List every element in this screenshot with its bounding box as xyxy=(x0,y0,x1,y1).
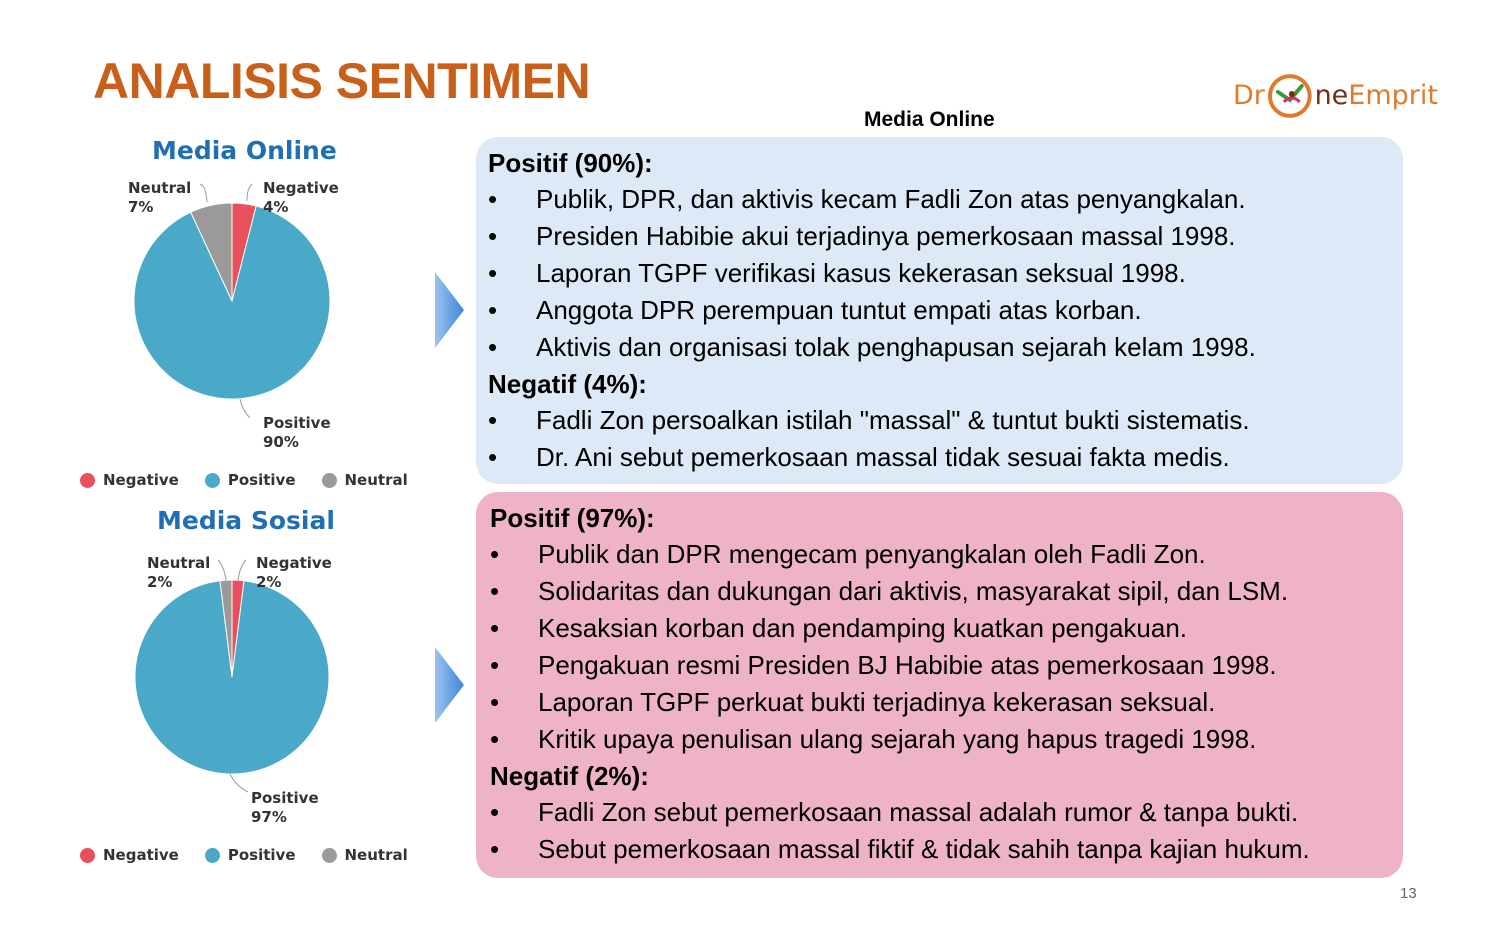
slice-label-neutral: Neutral 2% xyxy=(147,554,211,591)
pie-svg-sosial xyxy=(0,0,460,880)
panel-heading: Media Online xyxy=(864,108,995,131)
positive-list xyxy=(490,536,1391,758)
sentiment-box-media-sosial xyxy=(476,492,1403,878)
leader-line-negative xyxy=(238,560,246,580)
positive-list xyxy=(488,181,1391,366)
legend-item-negative: Negative xyxy=(80,471,179,489)
list-item: • Fadli Zon persoalkan istilah "massal" & tuntut bukti sistematis. xyxy=(488,402,1391,439)
negative-list xyxy=(490,794,1391,868)
logo-text-ne: ne xyxy=(1314,80,1349,111)
chart-legend xyxy=(80,846,408,864)
chart-title: Media Online xyxy=(152,136,337,165)
list-item: • Solidaritas dan dukungan dari aktivis, masyarakat sipil, dan LSM. xyxy=(490,573,1391,610)
slice-label-positive: Positive 90% xyxy=(263,414,331,451)
leader-line-positive xyxy=(230,774,248,792)
list-item: • Presiden Habibie akui terjadinya pemerkosaan massal 1998. xyxy=(488,218,1391,255)
page-title: ANALISIS SENTIMEN xyxy=(93,53,591,109)
negative-heading: Negatif (2%): xyxy=(490,761,649,791)
slice-label-neutral: Neutral 7% xyxy=(128,179,192,216)
positive-heading: Positif (90%): xyxy=(488,148,653,178)
page-number: 13 xyxy=(1400,885,1417,902)
list-item: • Laporan TGPF verifikasi kasus kekerasan seksual 1998. xyxy=(488,255,1391,292)
list-item: • Kritik upaya penulisan ulang sejarah yang hapus tragedi 1998. xyxy=(490,721,1391,758)
legend-item-negative: Negative xyxy=(80,846,179,864)
list-item: • Anggota DPR perempuan tuntut empati atas korban. xyxy=(488,292,1391,329)
slice-label-negative: Negative 4% xyxy=(263,179,339,216)
logo-text-dr: Dr xyxy=(1233,80,1265,111)
list-item: • Sebut pemerkosaan massal fiktif & tidak sahih tanpa kajian hukum. xyxy=(490,831,1391,868)
leader-line-neutral xyxy=(218,560,226,580)
list-item: • Publik, DPR, dan aktivis kecam Fadli Zon atas penyangkalan. xyxy=(488,181,1391,218)
negative-heading: Negatif (4%): xyxy=(488,369,647,399)
positive-heading: Positif (97%): xyxy=(490,503,655,533)
slice-label-negative: Negative 2% xyxy=(256,554,332,591)
slice-label-positive: Positive 97% xyxy=(251,789,319,826)
list-item: • Dr. Ani sebut pemerkosaan massal tidak sesuai fakta medis. xyxy=(488,439,1391,476)
legend-swatch-neutral xyxy=(322,848,337,863)
legend-item-positive: Positive xyxy=(205,846,296,864)
drone-bird-logo-icon xyxy=(1266,72,1314,120)
legend-item-positive: Positive xyxy=(205,471,296,489)
chevron-right-arrow-icon xyxy=(432,645,466,725)
legend-item-neutral: Neutral xyxy=(322,471,408,489)
list-item: • Fadli Zon sebut pemerkosaan massal adalah rumor & tanpa bukti. xyxy=(490,794,1391,831)
list-item: • Aktivis dan organisasi tolak penghapusan sejarah kelam 1998. xyxy=(488,329,1391,366)
list-item: • Publik dan DPR mengecam penyangkalan oleh Fadli Zon. xyxy=(490,536,1391,573)
legend-item-neutral: Neutral xyxy=(322,846,408,864)
pie-chart-media-sosial xyxy=(0,0,460,880)
chart-title: Media Sosial xyxy=(157,506,335,535)
list-item: • Kesaksian korban dan pendamping kuatkan pengakuan. xyxy=(490,610,1391,647)
logo xyxy=(1233,68,1438,123)
list-item: • Pengakuan resmi Presiden BJ Habibie atas pemerkosaan 1998. xyxy=(490,647,1391,684)
list-item: • Laporan TGPF perkuat bukti terjadinya kekerasan seksual. xyxy=(490,684,1391,721)
legend-swatch-positive xyxy=(205,848,220,863)
negative-list xyxy=(488,402,1391,476)
legend-swatch-negative xyxy=(80,848,95,863)
chevron-right-arrow-icon xyxy=(432,270,466,350)
logo-text-emprit: Emprit xyxy=(1348,80,1438,111)
sentiment-box-media-online xyxy=(476,137,1403,484)
